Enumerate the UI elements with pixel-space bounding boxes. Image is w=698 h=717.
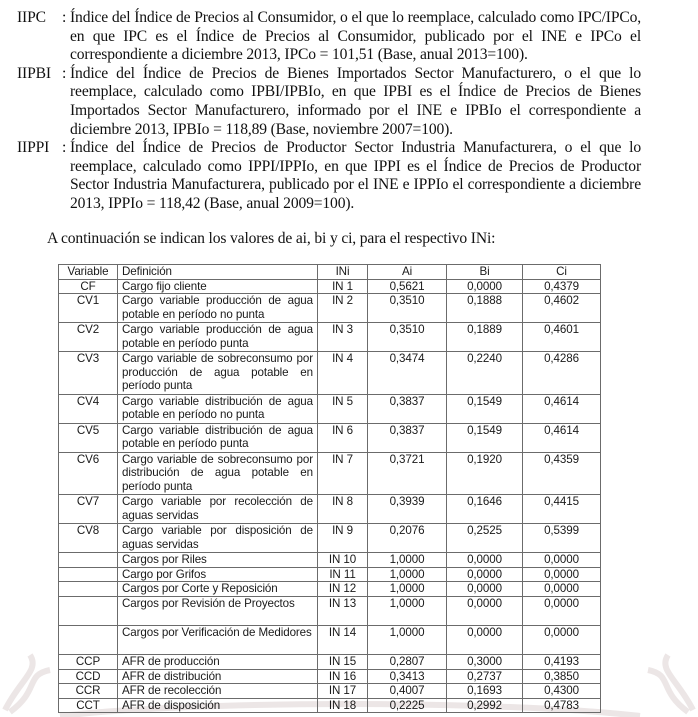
- table-body: [59, 279, 601, 713]
- cell-variable: [59, 596, 118, 625]
- table-row: [59, 698, 601, 713]
- cell-bi: 0,1920: [447, 452, 523, 495]
- definition-colon: :: [62, 139, 67, 157]
- table-row: [59, 684, 601, 699]
- table-row: [59, 394, 601, 423]
- cell-ai: 1,0000: [368, 625, 447, 654]
- cell-ai: 0,3837: [368, 423, 447, 452]
- cell-bi: 0,1646: [447, 495, 523, 524]
- cell-ai: 1,0000: [368, 596, 447, 625]
- cell-ini: IN 7: [318, 452, 368, 495]
- table-intro-text: A continuación se indican los valores de ai, bi y ci, para el respectivo INi:: [47, 230, 496, 247]
- cell-ini: IN 4: [318, 352, 368, 395]
- table-header-row: [59, 265, 601, 280]
- table-row: [59, 423, 601, 452]
- cell-bi: 0,0000: [447, 582, 523, 597]
- definition-text: Índice del Índice de Precios de Bienes Importados Sector Manufacturero, o el que lo reemplace, calculado como IPBI/IPBIo, en que IPBI es el Índice de Precios de Bienes Importados Sector Manufacturero, informado por el INE e IPBIo el correspondiente a diciembre 2013, IPBIo = 118,89 (Base, noviembre 2007=100).: [70, 64, 641, 138]
- cell-ai: 1,0000: [368, 582, 447, 597]
- cell-ci: 0,4193: [523, 654, 601, 669]
- cell-ci: 0,4359: [523, 452, 601, 495]
- cell-ci: 0,5399: [523, 524, 601, 553]
- cell-bi: 0,2737: [447, 669, 523, 684]
- cell-variable: CV7: [59, 495, 118, 524]
- cell-ini: IN 13: [318, 596, 368, 625]
- cell-variable: CF: [59, 279, 118, 294]
- cell-variable: [59, 553, 118, 568]
- cell-ci: 0,4783: [523, 698, 601, 713]
- cell-bi: 0,1889: [447, 323, 523, 352]
- cell-variable: CV4: [59, 394, 118, 423]
- table-row: [59, 582, 601, 597]
- cell-ini: IN 11: [318, 567, 368, 582]
- definition-iippi: [0, 139, 641, 213]
- cell-ai: 0,2807: [368, 654, 447, 669]
- cell-ci: 0,4614: [523, 423, 601, 452]
- cell-variable: CCR: [59, 684, 118, 699]
- cell-ini: IN 18: [318, 698, 368, 713]
- cell-ai: 1,0000: [368, 553, 447, 568]
- table-row: [59, 279, 601, 294]
- cell-definicion: Cargos por Verificación de Medidores: [118, 625, 318, 654]
- cell-ai: 0,3474: [368, 352, 447, 395]
- cell-ci: 0,0000: [523, 553, 601, 568]
- definition-label: IIPPI: [17, 139, 50, 157]
- cell-variable: CCT: [59, 698, 118, 713]
- cell-ci: 0,0000: [523, 582, 601, 597]
- cell-ini: IN 1: [318, 279, 368, 294]
- cell-definicion: Cargos por Corte y Reposición: [118, 582, 318, 597]
- cell-ai: 0,3721: [368, 452, 447, 495]
- table-row: [59, 669, 601, 684]
- cell-variable: CV8: [59, 524, 118, 553]
- cell-ai: 0,2076: [368, 524, 447, 553]
- cell-ci: 0,0000: [523, 625, 601, 654]
- definition-colon: :: [62, 64, 67, 82]
- definition-iipbi: [0, 65, 641, 139]
- table-row: [59, 452, 601, 495]
- definition-iipc: [0, 9, 641, 65]
- table-row: [59, 352, 601, 395]
- cell-ini: IN 3: [318, 323, 368, 352]
- header-bi: Bi: [447, 265, 523, 280]
- header-ai: Ai: [368, 265, 447, 280]
- cell-ini: IN 2: [318, 294, 368, 323]
- cell-ini: IN 15: [318, 654, 368, 669]
- cell-bi: 0,1549: [447, 394, 523, 423]
- table-row: [59, 495, 601, 524]
- cell-definicion: AFR de disposición: [118, 698, 318, 713]
- cell-ai: 0,3510: [368, 294, 447, 323]
- cell-ai: 0,4007: [368, 684, 447, 699]
- coefficients-table: [58, 264, 601, 713]
- table-row: [59, 524, 601, 553]
- cell-variable: [59, 582, 118, 597]
- cell-ci: 0,3850: [523, 669, 601, 684]
- cell-definicion: AFR de recolección: [118, 684, 318, 699]
- cell-ci: 0,4614: [523, 394, 601, 423]
- cell-bi: 0,2240: [447, 352, 523, 395]
- cell-variable: CV2: [59, 323, 118, 352]
- table-row: [59, 596, 601, 625]
- cell-ai: 0,3413: [368, 669, 447, 684]
- definition-label: IIPC: [17, 9, 46, 26]
- cell-bi: 0,0000: [447, 279, 523, 294]
- cell-definicion: Cargo variable de sobreconsumo por producción de agua potable en período punta: [118, 352, 318, 395]
- cell-definicion: AFR de producción: [118, 654, 318, 669]
- table-row: [59, 654, 601, 669]
- cell-bi: 0,0000: [447, 553, 523, 568]
- cell-bi: 0,3000: [447, 654, 523, 669]
- cell-ini: IN 9: [318, 524, 368, 553]
- cell-ci: 0,4602: [523, 294, 601, 323]
- cell-variable: CV3: [59, 352, 118, 395]
- cell-ini: IN 5: [318, 394, 368, 423]
- cell-variable: [59, 567, 118, 582]
- header-ci: Ci: [523, 265, 601, 280]
- header-definicion: Definición: [118, 265, 318, 280]
- cell-definicion: Cargos por Riles: [118, 553, 318, 568]
- cell-bi: 0,0000: [447, 596, 523, 625]
- index-definitions: [0, 9, 698, 214]
- cell-ini: IN 8: [318, 495, 368, 524]
- cell-bi: 0,1888: [447, 294, 523, 323]
- cell-definicion: Cargo variable producción de agua potable en período punta: [118, 323, 318, 352]
- cell-bi: 0,0000: [447, 625, 523, 654]
- cell-bi: 0,2525: [447, 524, 523, 553]
- cell-ci: 0,4415: [523, 495, 601, 524]
- cell-variable: CV6: [59, 452, 118, 495]
- table-row: [59, 567, 601, 582]
- cell-bi: 0,1693: [447, 684, 523, 699]
- cell-ini: IN 6: [318, 423, 368, 452]
- cell-definicion: Cargo variable por disposición de aguas servidas: [118, 524, 318, 553]
- cell-ai: 0,3939: [368, 495, 447, 524]
- header-ini: INi: [318, 265, 368, 280]
- cell-variable: [59, 625, 118, 654]
- cell-ini: IN 10: [318, 553, 368, 568]
- cell-ci: 0,0000: [523, 596, 601, 625]
- cell-ci: 0,4286: [523, 352, 601, 395]
- cell-variable: CCD: [59, 669, 118, 684]
- definition-text: Índice del Índice de Precios de Productor Sector Industria Manufacturera, o el que lo reemplace, calculado como IPPI/IPPIo, en que IPPI es el Índice de Precios de Productor Sector Industria Manufacturera, publicado por el INE e IPPIo el correspondiente a diciembre 2013, IPPIo = 118,42 (Base, anual 2009=100).: [70, 139, 641, 212]
- cell-ai: 0,3510: [368, 323, 447, 352]
- cell-variable: CV5: [59, 423, 118, 452]
- cell-bi: 0,2992: [447, 698, 523, 713]
- definition-colon: :: [62, 9, 67, 26]
- cell-variable: CCP: [59, 654, 118, 669]
- table-row: [59, 625, 601, 654]
- definition-label: IIPBI: [17, 64, 51, 82]
- cell-ai: 0,5621: [368, 279, 447, 294]
- cell-ci: 0,4379: [523, 279, 601, 294]
- cell-ini: IN 14: [318, 625, 368, 654]
- cell-ai: 0,3837: [368, 394, 447, 423]
- cell-definicion: Cargo por Grifos: [118, 567, 318, 582]
- table-row: [59, 553, 601, 568]
- cell-ini: IN 12: [318, 582, 368, 597]
- cell-bi: 0,0000: [447, 567, 523, 582]
- cell-variable: CV1: [59, 294, 118, 323]
- cell-ci: 0,0000: [523, 567, 601, 582]
- cell-definicion: Cargo variable distribución de agua potable en período punta: [118, 423, 318, 452]
- cell-ci: 0,4601: [523, 323, 601, 352]
- definition-text: Índice del Índice de Precios al Consumidor, o el que lo reemplace, calculado como IPC/IPCo, en que IPC es el Índice de Precios al Consumidor, publicado por el INE e IPCo el correspondiente a diciembre 2013, IPCo = 101,51 (Base, anual 2013=100).: [70, 9, 641, 64]
- table-row: [59, 323, 601, 352]
- cell-ini: IN 17: [318, 684, 368, 699]
- cell-definicion: Cargo variable producción de agua potable en período no punta: [118, 294, 318, 323]
- cell-bi: 0,1549: [447, 423, 523, 452]
- table-row: [59, 294, 601, 323]
- cell-definicion: AFR de distribución: [118, 669, 318, 684]
- cell-definicion: Cargo variable de sobreconsumo por distribución de agua potable en período punta: [118, 452, 318, 495]
- cell-definicion: Cargo variable por recolección de aguas servidas: [118, 495, 318, 524]
- cell-ai: 0,2225: [368, 698, 447, 713]
- cell-ai: 1,0000: [368, 567, 447, 582]
- cell-definicion: Cargo variable distribución de agua potable en período no punta: [118, 394, 318, 423]
- cell-definicion: Cargo fijo cliente: [118, 279, 318, 294]
- cell-definicion: Cargos por Revisión de Proyectos: [118, 596, 318, 625]
- cell-ci: 0,4300: [523, 684, 601, 699]
- header-variable: Variable: [59, 265, 118, 280]
- cell-ini: IN 16: [318, 669, 368, 684]
